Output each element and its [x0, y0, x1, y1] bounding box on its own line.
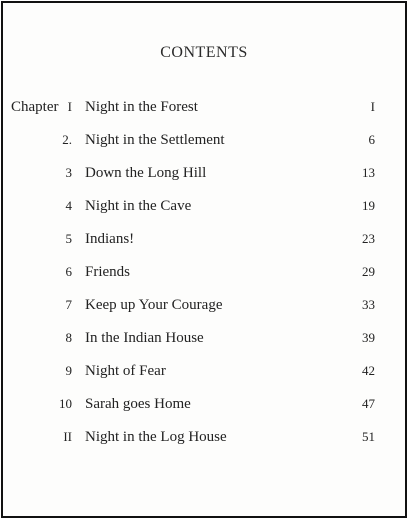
toc-row-9[interactable] — [0, 361, 408, 394]
chapter-number: 5 — [65, 231, 72, 246]
toc-row-4[interactable] — [0, 196, 408, 229]
page-number: 23 — [362, 231, 375, 246]
chapter-title: Night in the Log House — [85, 429, 227, 445]
toc-row-3[interactable] — [0, 163, 408, 196]
chapter-number: 3 — [65, 165, 72, 180]
chapter-title: Friends — [85, 264, 130, 280]
page-number: 33 — [362, 297, 375, 312]
chapter-label: Chapter — [11, 99, 59, 115]
chapter-number: I — [67, 99, 72, 114]
chapter-title: Night in the Settlement — [85, 132, 225, 148]
toc-row-8[interactable] — [0, 328, 408, 361]
chapter-number: II — [63, 429, 72, 444]
chapter-title: Night in the Forest — [85, 99, 198, 115]
chapter-title: Indians! — [85, 231, 135, 247]
toc-row-6[interactable] — [0, 262, 408, 295]
table-of-contents — [0, 97, 408, 460]
toc-row-5[interactable] — [0, 229, 408, 262]
chapter-title: Down the Long Hill — [85, 165, 207, 181]
chapter-title: Night in the Cave — [85, 198, 192, 214]
page-number: 39 — [362, 330, 375, 345]
chapter-title: Night of Fear — [85, 363, 166, 379]
toc-row-7[interactable] — [0, 295, 408, 328]
toc-row-10[interactable] — [0, 394, 408, 427]
toc-row-11[interactable] — [0, 427, 408, 460]
chapter-number: 8 — [65, 330, 72, 345]
chapter-number: 6 — [65, 264, 72, 279]
page-number: 29 — [362, 264, 375, 279]
page-number: 19 — [362, 198, 375, 213]
page-number: 13 — [362, 165, 375, 180]
chapter-number: 4 — [65, 198, 72, 213]
chapter-title: Sarah goes Home — [85, 396, 191, 412]
contents-heading: CONTENTS — [160, 44, 248, 61]
page-number: 6 — [368, 132, 375, 147]
page-number: 51 — [362, 429, 375, 444]
chapter-title: In the Indian House — [85, 330, 204, 346]
chapter-number: 2. — [62, 132, 72, 147]
chapter-title: Keep up Your Courage — [85, 297, 223, 313]
chapter-number: 10 — [59, 396, 72, 411]
toc-row-2[interactable] — [0, 130, 408, 163]
chapter-number: 7 — [65, 297, 72, 312]
page-number: 47 — [362, 396, 375, 411]
toc-row-1[interactable] — [0, 97, 408, 130]
page-number: 42 — [362, 363, 375, 378]
chapter-number: 9 — [65, 363, 72, 378]
page-number: I — [370, 99, 375, 114]
